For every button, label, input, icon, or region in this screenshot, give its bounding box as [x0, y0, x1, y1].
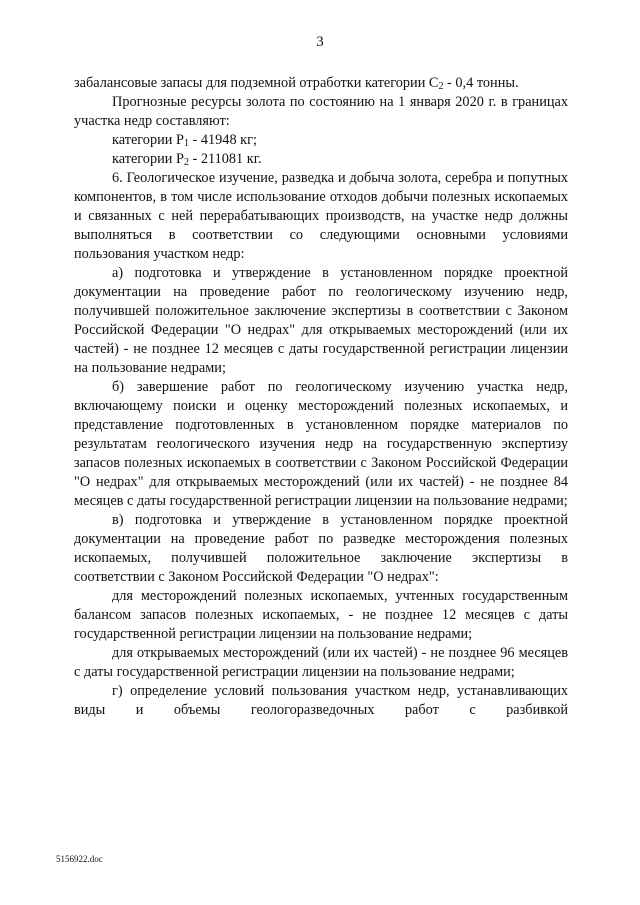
paragraph-section-6: 6. Геологическое изучение, разведка и добыча золота, серебра и попутных компонентов, в том числе использование отходов добычи полезных ископаемых и связанных с ней перерабатывающих производств, на участке недр должны выполняться в соответствии со следующими основными условиями пользования участком недр: — [74, 170, 568, 262]
paragraph-category-p1: категории $P_1 - 41948$ кг; — [112, 132, 257, 149]
paragraph-item-g: г) определение условий пользования участком недр, устанавливающих виды и объемы геологоразведочных работ с разбивкой — [74, 683, 568, 718]
paragraph-offbalance-reserves: забалансовые запасы для подземной отработки категории $C_2 - 0,4$ тонны. — [74, 75, 519, 92]
paragraph-new-deposits: для открываемых месторождений (или их частей) - не позднее 96 месяцев с даты государственной регистрации лицензии на пользование недрами; — [74, 645, 568, 680]
paragraph-forecast-resources: Прогнозные ресурсы золота по состоянию на 1 января 2020 г. в границах участка недр составляют: — [74, 94, 568, 129]
paragraph-item-a: а) подготовка и утверждение в установленном порядке проектной документации на проведение работ по геологическому изучению недр, получившей положительное заключение экспертизы в соответствии с Законом Российской Федерации "О недрах" для открываемых месторождений (или их частей) - не позднее 12 месяцев с даты государственной регистрации лицензии на пользование недрами; — [74, 265, 568, 376]
paragraph-registered-deposits: для месторождений полезных ископаемых, учтенных государственным балансом запасов полезных ископаемых, - не позднее 12 месяцев с даты государственной регистрации лицензии на пользование недрами; — [74, 588, 568, 642]
document-body — [74, 74, 568, 720]
paragraph-category-p2: категории $P_2 - 211081$ кг. — [112, 151, 262, 168]
page-number: 3 — [316, 34, 324, 50]
footer-filename: 5156922.doc — [56, 854, 103, 864]
paragraph-item-v: в) подготовка и утверждение в установленном порядке проектной документации на проведение работ по разведке месторождения полезных ископаемых, получившей положительное заключение экспертизы в соответствии с Законом Российской Федерации "О недрах": — [74, 512, 568, 585]
paragraph-item-b: б) завершение работ по геологическому изучению участка недр, включающему поиски и оценку месторождений полезных ископаемых, и представление подготовленных в установленном порядке материалов по результатам геологического изучения недр на государственную экспертизу запасов полезных ископаемых в соответствии с Законом Российской Федерации "О недрах" для открываемых месторождений (или их частей) - не позднее 84 месяцев с даты государственной регистрации лицензии на пользование недрами; — [74, 379, 568, 509]
